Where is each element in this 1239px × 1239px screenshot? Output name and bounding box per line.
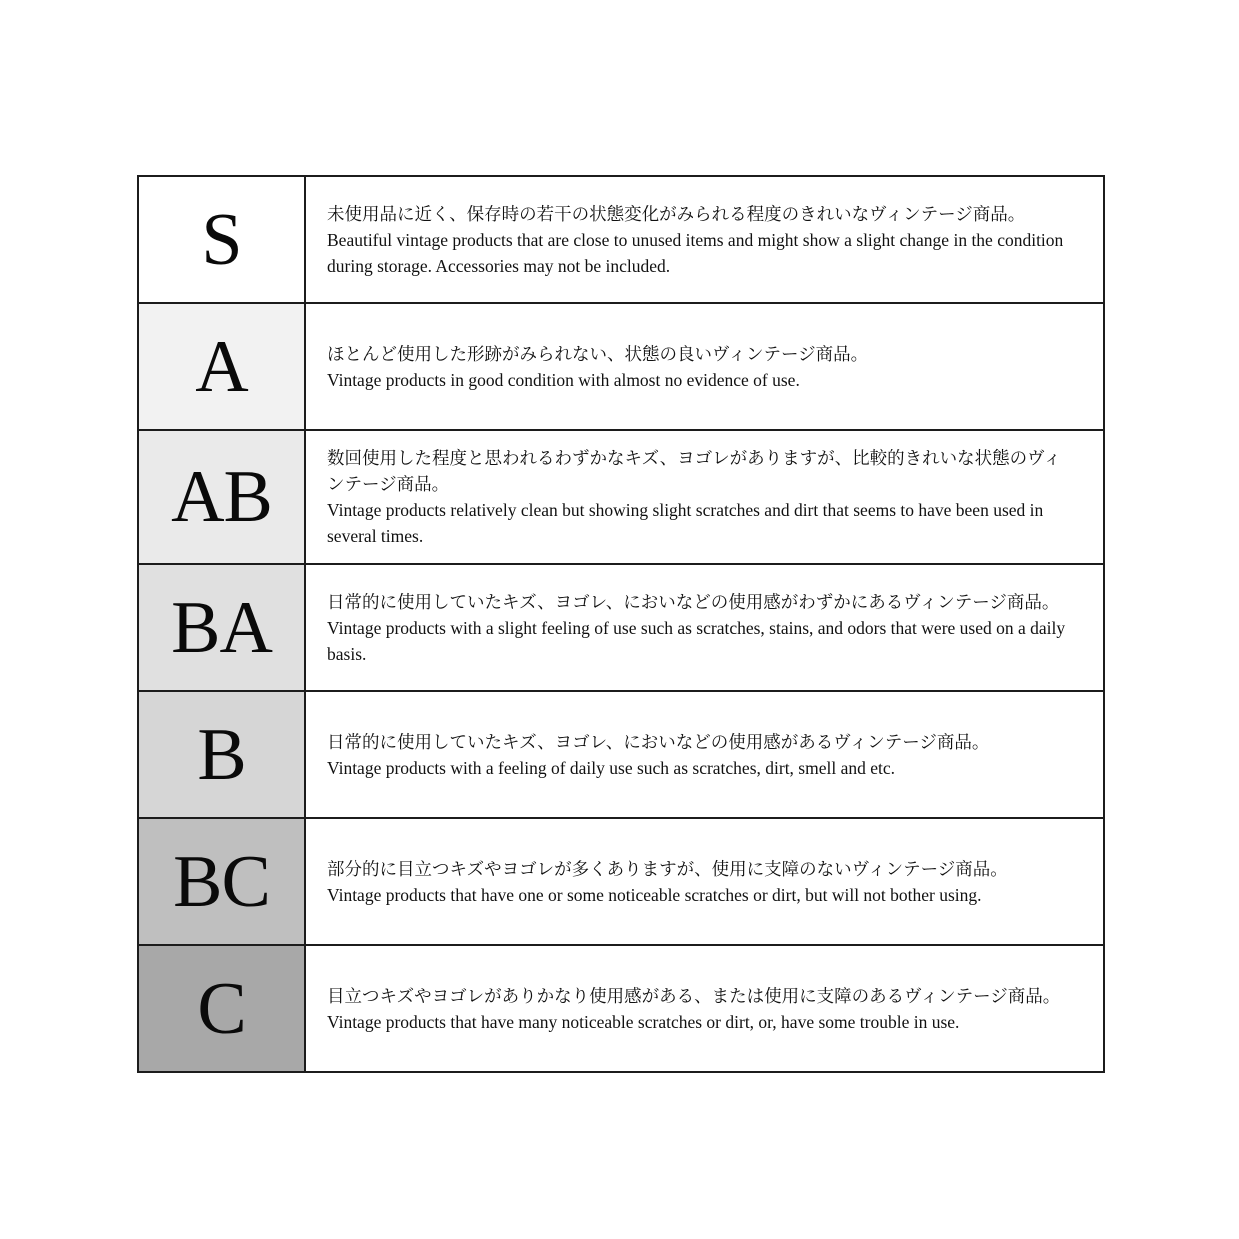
description-cell: [305, 303, 1104, 430]
table-row: [138, 691, 1104, 818]
description-english: Vintage products relatively clean but showing slight scratches and dirt that seems to have been used in several times.: [327, 500, 1044, 546]
grade-cell: [138, 430, 305, 564]
table-row: [138, 564, 1104, 691]
condition-grade-table: [137, 175, 1105, 1073]
grade-label: BA: [171, 586, 272, 669]
table-row: [138, 818, 1104, 945]
description-cell: [305, 691, 1104, 818]
grade-cell: [138, 818, 305, 945]
table-row: [138, 945, 1104, 1072]
description-english: Vintage products that have one or some noticeable scratches or dirt, but will not bother using.: [327, 884, 982, 905]
grade-cell: [138, 176, 305, 303]
description-japanese: 数回使用した程度と思われるわずかなキズ、ヨゴレがありますが、比較的きれいな状態のヴィンテージ商品。: [327, 448, 1062, 494]
table-row: [138, 303, 1104, 430]
description-cell: [305, 430, 1104, 564]
description-japanese: ほとんど使用した形跡がみられない、状態の良いヴィンテージ商品。: [327, 343, 869, 364]
description-cell: [305, 945, 1104, 1072]
description-english: Vintage products in good condition with almost no evidence of use.: [327, 369, 800, 390]
grade-label: A: [195, 325, 248, 408]
grade-label: S: [201, 198, 242, 281]
grade-label: B: [197, 713, 246, 796]
table-row: [138, 176, 1104, 303]
grade-cell: [138, 564, 305, 691]
description-japanese: 日常的に使用していたキズ、ヨゴレ、においなどの使用感がわずかにあるヴィンテージ商品。: [327, 591, 1060, 612]
description-japanese: 未使用品に近く、保存時の若干の状態変化がみられる程度のきれいなヴィンテージ商品。: [327, 203, 1026, 224]
description-english: Vintage products with a slight feeling of use such as scratches, stains, and odors that were used on a daily basis.: [327, 617, 1066, 664]
description-cell: [305, 564, 1104, 691]
description-japanese: 目立つキズやヨゴレがありかなり使用感がある、または使用に支障のあるヴィンテージ商品。: [327, 985, 1061, 1006]
table-row: [138, 430, 1104, 564]
grade-cell: [138, 945, 305, 1072]
description-cell: [305, 818, 1104, 945]
condition-grade-table-body: [138, 176, 1104, 1072]
description-cell: [305, 176, 1104, 303]
grade-label: C: [197, 967, 246, 1050]
grade-cell: [138, 303, 305, 430]
grade-label: BC: [173, 840, 270, 923]
grade-label: AB: [171, 456, 272, 538]
grade-cell: [138, 691, 305, 818]
description-english: Vintage products with a feeling of daily use such as scratches, dirt, smell and etc.: [327, 757, 896, 778]
description-japanese: 日常的に使用していたキズ、ヨゴレ、においなどの使用感があるヴィンテージ商品。: [327, 731, 990, 752]
description-english: Beautiful vintage products that are close to unused items and might show a slight change in the condition during storage. Accessories may not be included.: [327, 229, 1064, 276]
description-japanese: 部分的に目立つキズやヨゴレが多くありますが、使用に支障のないヴィンテージ商品。: [327, 858, 1008, 879]
description-english: Vintage products that have many noticeable scratches or dirt, or, have some trouble in use.: [327, 1011, 960, 1032]
